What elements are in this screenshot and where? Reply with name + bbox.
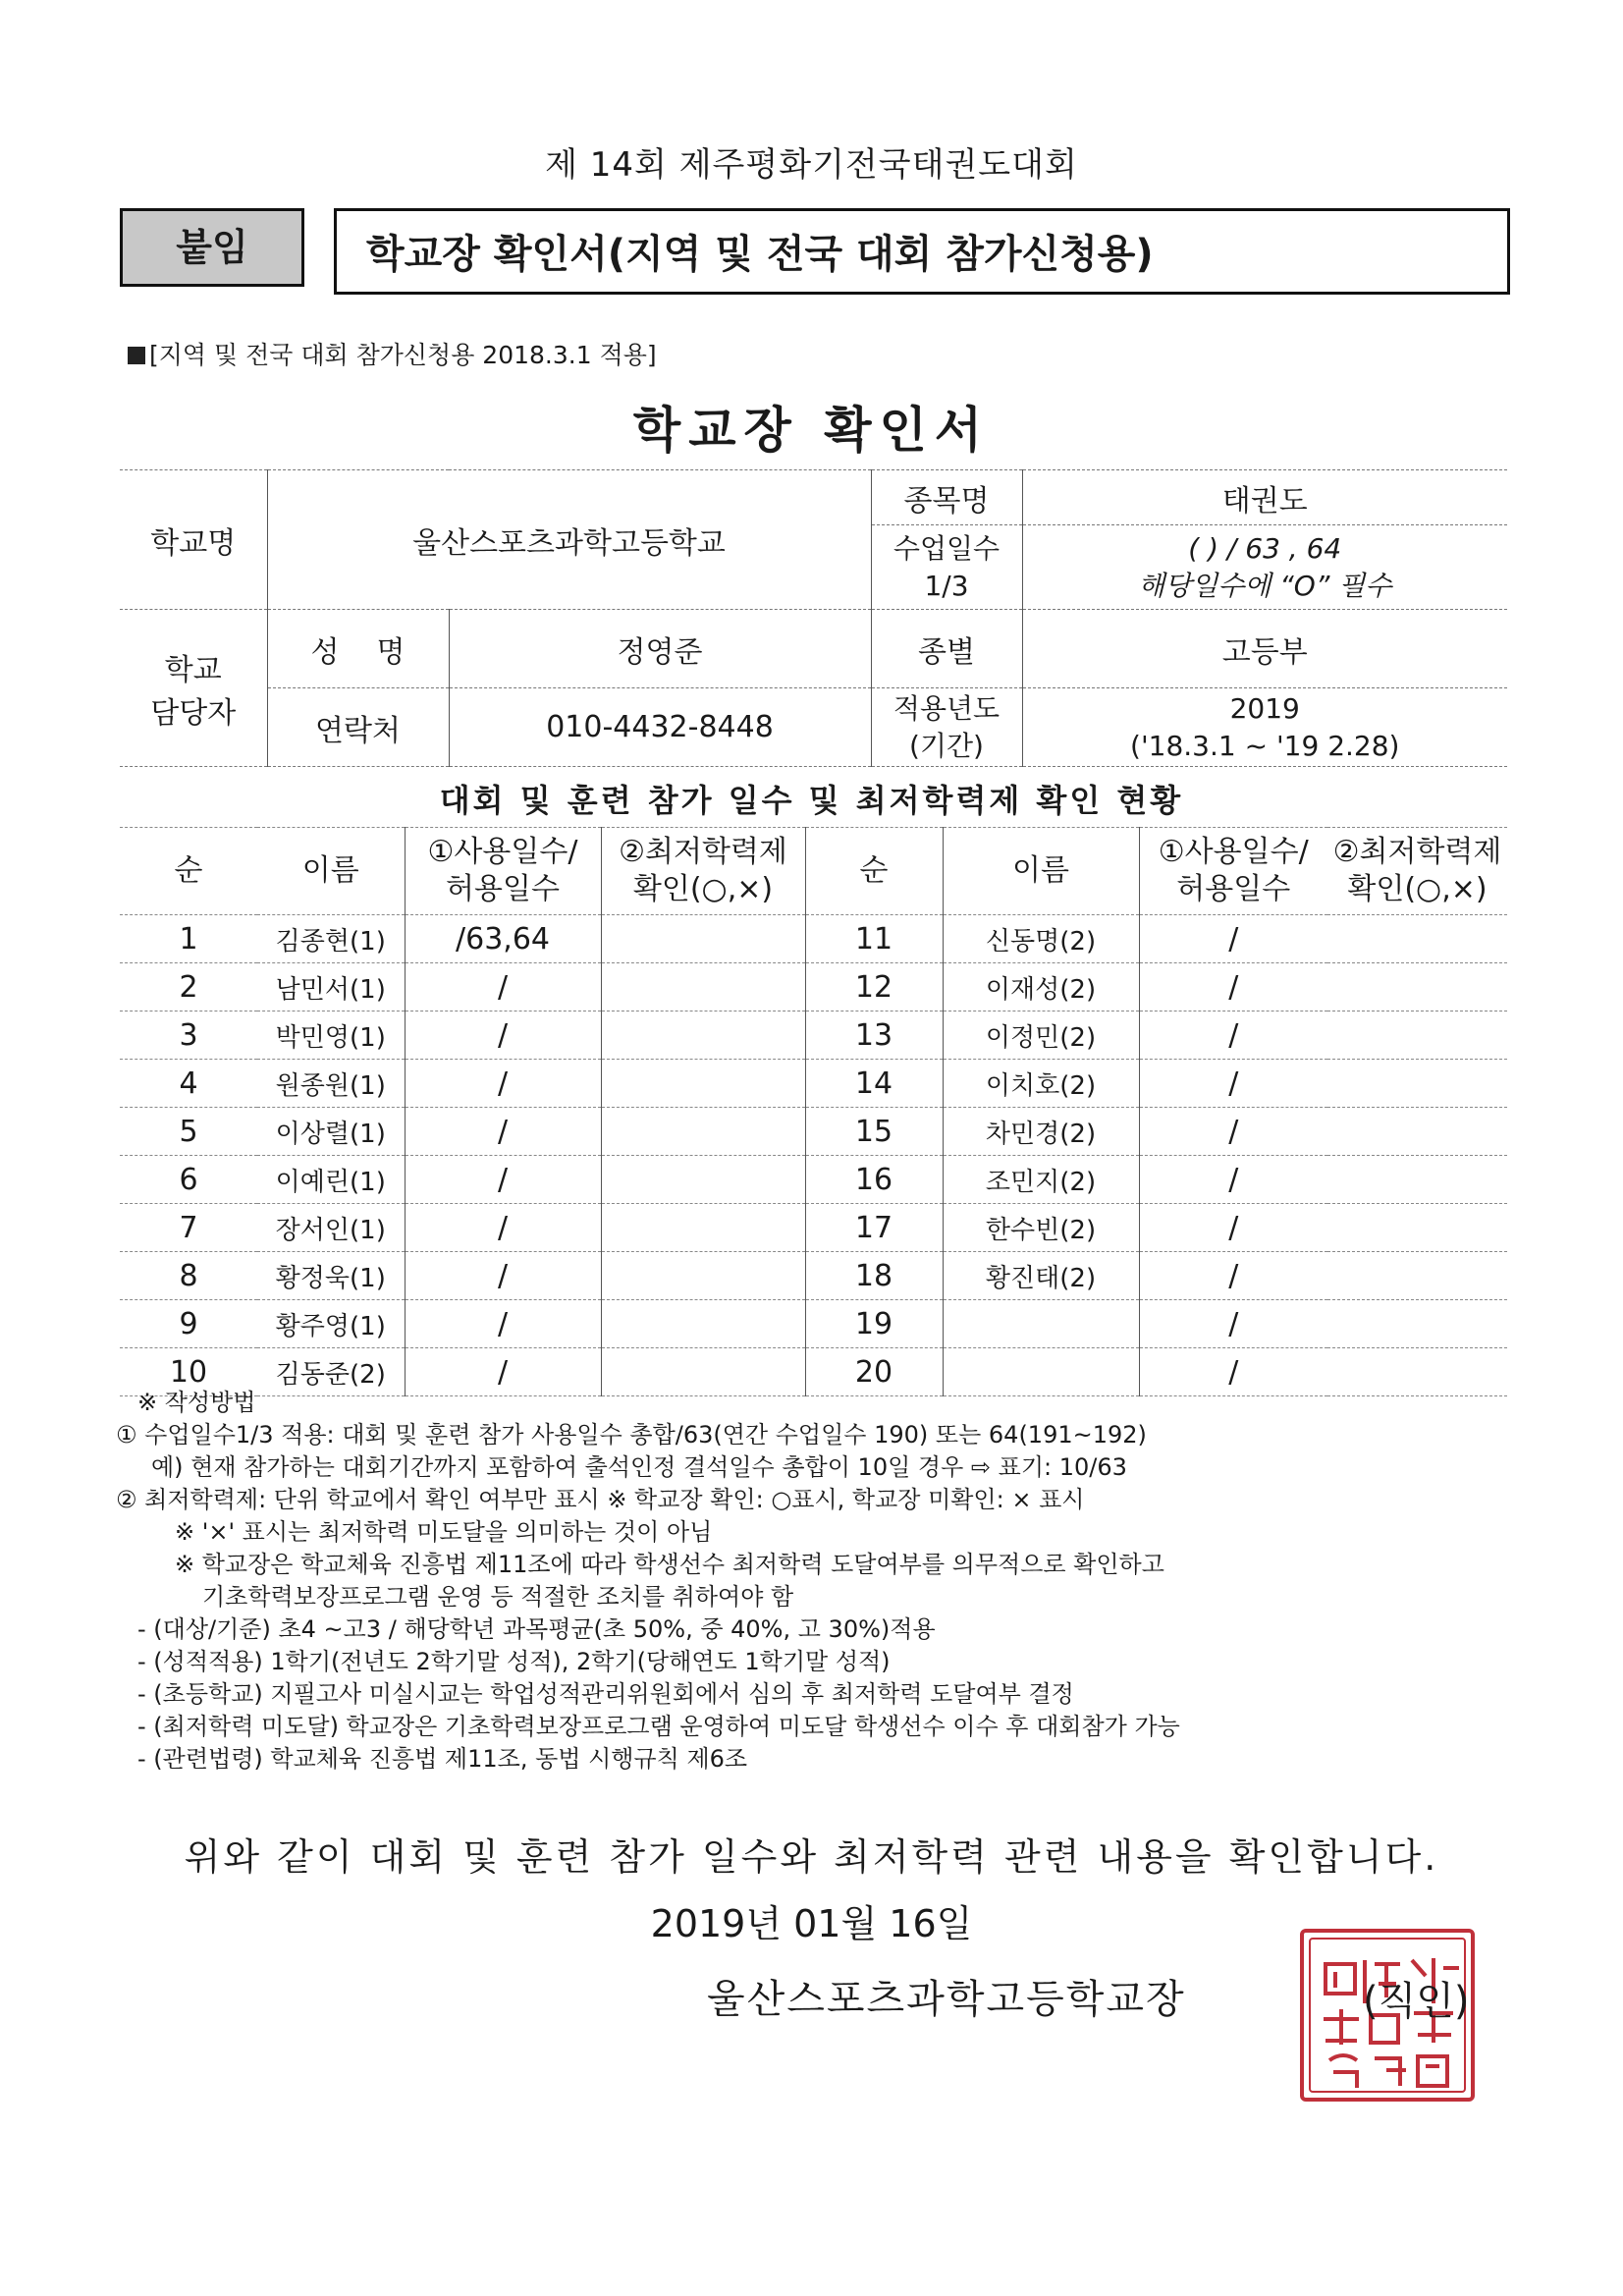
row-days-right: /	[1139, 1060, 1327, 1108]
document-title: 학교장 확인서(지역 및 전국 대회 참가신청용)	[334, 208, 1510, 295]
row-name-right: 이정민(2)	[943, 1011, 1139, 1060]
row-name: 김동준(2)	[257, 1348, 405, 1396]
row-no: 7	[120, 1204, 257, 1252]
row-no-right: 16	[805, 1156, 943, 1204]
row-name: 황주영(1)	[257, 1300, 405, 1348]
row-no: 5	[120, 1108, 257, 1156]
detail-4: - (최저학력 미도달) 학교장은 기초학력보장프로그램 운영하여 미도달 학생선수 이수 후 대회참가 가능	[137, 1713, 1180, 1740]
roster-header-row	[120, 828, 1507, 915]
row-days-right: /	[1139, 1348, 1327, 1396]
header-check-right	[1327, 828, 1507, 915]
attachment-badge: 붙임	[120, 208, 304, 287]
row-check	[601, 1156, 805, 1204]
row-days-right: /	[1139, 963, 1327, 1011]
row-name-right: 황진태(2)	[943, 1252, 1139, 1300]
header-check-right-line1: ②최저학력제	[1332, 835, 1502, 869]
row-check	[601, 1060, 805, 1108]
header-days-right-line2: 허용일수	[1176, 872, 1291, 906]
row-name: 남민서(1)	[257, 963, 405, 1011]
row-days: /	[405, 1060, 601, 1108]
row-days: /63,64	[405, 915, 601, 963]
row-check	[601, 1108, 805, 1156]
row-name-right: 이재성(2)	[943, 963, 1139, 1011]
row-no: 9	[120, 1300, 257, 1348]
roster-row	[120, 1204, 1507, 1252]
row-name-right: 한수빈(2)	[943, 1204, 1139, 1252]
issue-date: 2019년 01월 16일	[650, 1902, 973, 1945]
row-days-right: /	[1139, 1156, 1327, 1204]
row-check-right	[1327, 915, 1507, 963]
detail-3: - (초등학교) 지필고사 미실시교는 학업성적관리위원회에서 심의 후 최저학력 도달여부 결정	[137, 1680, 1074, 1708]
header-name-right: 이름	[943, 828, 1139, 915]
contact-person-label-line1: 학교	[164, 652, 222, 687]
row-check	[601, 1300, 805, 1348]
row-no-right: 19	[805, 1300, 943, 1348]
row-days-right: /	[1139, 1011, 1327, 1060]
principal-title: 울산스포츠과학고등학교장	[707, 1977, 1186, 2022]
square-bullet-icon	[128, 347, 145, 364]
event-value: 태권도	[1022, 470, 1507, 525]
header-days-right	[1139, 828, 1327, 915]
row-no-right: 20	[805, 1348, 943, 1396]
row-days: /	[405, 1156, 601, 1204]
row-days-right: /	[1139, 1300, 1327, 1348]
year-period: ('18.3.1 ~ '19 2.28)	[1130, 729, 1400, 762]
main-title: 학교장 확인서	[632, 402, 991, 459]
row-check-right	[1327, 1156, 1507, 1204]
row-check-right	[1327, 1011, 1507, 1060]
header-days-line2: 허용일수	[446, 872, 560, 906]
row-check-right	[1327, 1300, 1507, 1348]
detail-1: - (대상/기준) 초4 ~고3 / 해당학년 과목평균(초 50%, 중 40%, 고 30%)적용	[137, 1615, 936, 1643]
row-check-right	[1327, 1204, 1507, 1252]
seal-mark: (직인)	[1363, 1979, 1470, 2024]
class-days-cell	[1022, 525, 1507, 610]
name-label: 성 명	[267, 610, 449, 688]
row-days: /	[405, 1348, 601, 1396]
row-check	[601, 963, 805, 1011]
row-name: 박민영(1)	[257, 1011, 405, 1060]
year-label-line1: 적용년도	[893, 691, 1001, 725]
row-check-right	[1327, 1108, 1507, 1156]
row-days: /	[405, 1252, 601, 1300]
event-label: 종목명	[871, 470, 1022, 525]
division-value: 고등부	[1022, 610, 1507, 688]
row-name-right: 신동명(2)	[943, 915, 1139, 963]
row-no-right: 15	[805, 1108, 943, 1156]
row-check	[601, 1252, 805, 1300]
note-4a: ※ 학교장은 학교체육 진흥법 제11조에 따라 학생선수 최저학력 도달여부를 의무적으로 확인하고	[175, 1551, 1164, 1578]
row-name: 황정욱(1)	[257, 1252, 405, 1300]
class-days-note: 해당일수에 “O” 필수	[1138, 569, 1392, 602]
row-days-right: /	[1139, 1252, 1327, 1300]
row-no: 8	[120, 1252, 257, 1300]
header-days-right-line1: ①사용일수/	[1158, 835, 1309, 869]
note-4b: 기초학력보장프로그램 운영 등 적절한 조치를 취하여야 함	[202, 1583, 794, 1611]
row-no: 1	[120, 915, 257, 963]
notes-title: ※ 작성방법	[137, 1389, 256, 1416]
school-label: 학교명	[120, 470, 267, 610]
phone-label: 연락처	[267, 688, 449, 767]
row-days: /	[405, 963, 601, 1011]
writing-instructions	[116, 1387, 1520, 1776]
class-days-label-text: 수업일수	[893, 531, 1001, 565]
row-check-right	[1327, 1060, 1507, 1108]
row-days-right: /	[1139, 1204, 1327, 1252]
row-days: /	[405, 1011, 601, 1060]
row-name-right: 이치호(2)	[943, 1060, 1139, 1108]
note-2: ② 최저학력제: 단위 학교에서 확인 여부만 표시 ※ 학교장 확인: ○표시, 학교장 미확인: × 표시	[116, 1486, 1085, 1513]
name-value: 정영준	[449, 610, 871, 688]
header-days-line1: ①사용일수/	[427, 835, 578, 869]
note-3: ※ '×' 표시는 최저학력 미도달을 의미하는 것이 아님	[175, 1518, 713, 1546]
row-name: 김종현(1)	[257, 915, 405, 963]
row-days-right: /	[1139, 915, 1327, 963]
row-no: 6	[120, 1156, 257, 1204]
row-no: 3	[120, 1011, 257, 1060]
row-name-right: 차민경(2)	[943, 1108, 1139, 1156]
roster-row	[120, 1060, 1507, 1108]
header-days	[405, 828, 601, 915]
row-no-right: 12	[805, 963, 943, 1011]
row-check-right	[1327, 963, 1507, 1011]
form-note	[128, 336, 657, 371]
year-label	[871, 688, 1022, 767]
confirmation-text: 위와 같이 대회 및 훈련 참가 일수와 최저학력 관련 내용을 확인합니다.	[184, 1835, 1439, 1879]
school-value: 울산스포츠과학고등학교	[267, 470, 871, 610]
form-note-text: [지역 및 전국 대회 참가신청용 2018.3.1 적용]	[149, 341, 657, 369]
row-check-right	[1327, 1252, 1507, 1300]
detail-5: - (관련법령) 학교체육 진흥법 제11조, 동법 시행규칙 제6조	[137, 1745, 748, 1773]
class-days-fraction: 1/3	[924, 569, 969, 602]
roster-row	[120, 1108, 1507, 1156]
year-label-line2: (기간)	[909, 729, 984, 762]
row-days: /	[405, 1204, 601, 1252]
note-1b: 예) 현재 참가하는 대회기간까지 포함하여 출석인정 결석일수 총합이 10일 경우 ⇨ 표기: 10/63	[151, 1453, 1127, 1481]
row-days: /	[405, 1108, 601, 1156]
row-no: 2	[120, 963, 257, 1011]
header-check-line2: 확인(○,×)	[632, 872, 774, 906]
header-no-right: 순	[805, 828, 943, 915]
row-name-right: 조민지(2)	[943, 1156, 1139, 1204]
note-1a: ① 수업일수1/3 적용: 대회 및 훈련 참가 사용일수 총합/63(연간 수업일수 190) 또는 64(191~192)	[116, 1421, 1147, 1449]
row-name: 원종원(1)	[257, 1060, 405, 1108]
row-days-right: /	[1139, 1108, 1327, 1156]
row-check	[601, 1011, 805, 1060]
row-check	[601, 1204, 805, 1252]
row-no: 4	[120, 1060, 257, 1108]
roster-row	[120, 1300, 1507, 1348]
roster-row	[120, 915, 1507, 963]
roster-row	[120, 1156, 1507, 1204]
row-no-right: 18	[805, 1252, 943, 1300]
header-name: 이름	[257, 828, 405, 915]
row-name: 장서인(1)	[257, 1204, 405, 1252]
class-days-value: ( ) / 63 , 64	[1188, 531, 1342, 565]
year-value: 2019	[1229, 691, 1300, 725]
division-label: 종별	[871, 610, 1022, 688]
roster-row	[120, 1252, 1507, 1300]
event-title: 제 14회 제주평화기전국태권도대회	[545, 145, 1078, 185]
row-name: 이예린(1)	[257, 1156, 405, 1204]
year-cell	[1022, 688, 1507, 767]
row-no-right: 14	[805, 1060, 943, 1108]
roster-table	[120, 827, 1507, 1396]
row-check	[601, 915, 805, 963]
contact-person-label-line2: 담당자	[150, 695, 237, 731]
row-no: 10	[120, 1348, 257, 1396]
row-days: /	[405, 1300, 601, 1348]
contact-person-label	[120, 610, 267, 767]
row-no-right: 17	[805, 1204, 943, 1252]
roster-row	[120, 963, 1507, 1011]
detail-2: - (성적적용) 1학기(전년도 2학기말 성적), 2학기(당해연도 1학기말 성적)	[137, 1648, 891, 1675]
roster-row	[120, 1011, 1507, 1060]
row-no-right: 13	[805, 1011, 943, 1060]
header-check-line1: ②최저학력제	[619, 835, 787, 869]
header-check	[601, 828, 805, 915]
info-table	[120, 469, 1507, 767]
row-no-right: 11	[805, 915, 943, 963]
class-days-label	[871, 525, 1022, 610]
header-no: 순	[120, 828, 257, 915]
phone-value: 010-4432-8448	[449, 688, 871, 767]
row-name-right	[943, 1300, 1139, 1348]
row-name: 이상렬(1)	[257, 1108, 405, 1156]
header-check-right-line2: 확인(○,×)	[1347, 872, 1488, 906]
status-heading: 대회 및 훈련 참가 일수 및 최저학력제 확인 현황	[439, 782, 1184, 819]
